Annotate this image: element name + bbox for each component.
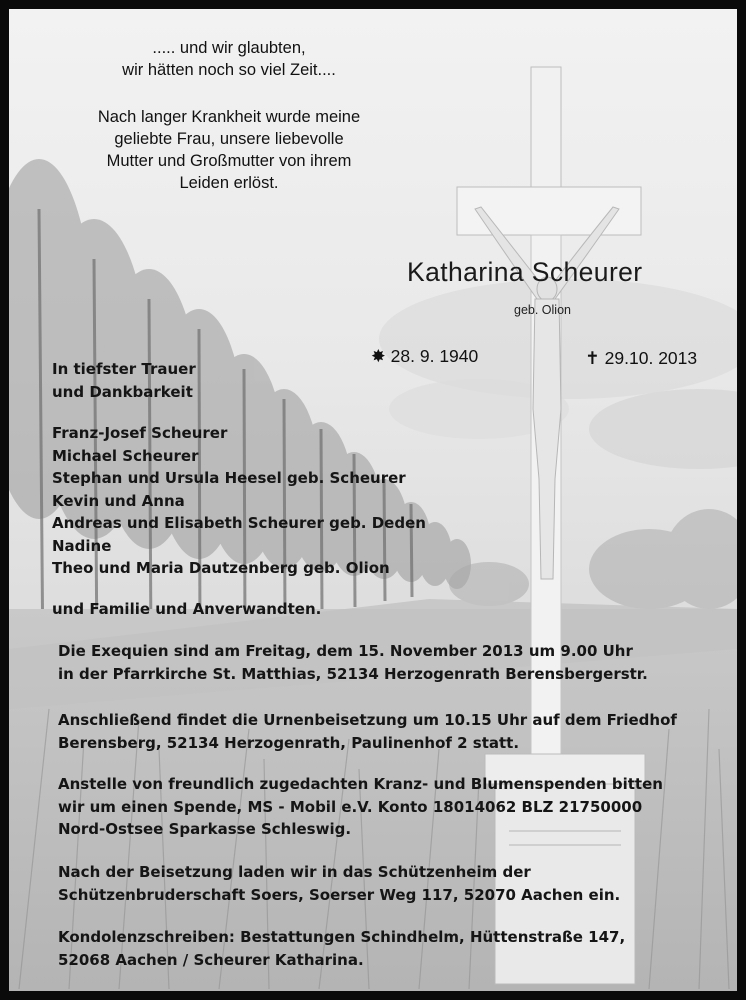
detail-line: wir um einen Spende, MS - Mobil e.V. Konto 18014062 BLZ 21750000 — [58, 797, 643, 816]
detail-line: Nord-Ostsee Sparkasse Schleswig. — [58, 820, 352, 838]
intro-line: geliebte Frau, unsere liebevolle — [114, 130, 344, 148]
detail-line: in der Pfarrkirche St. Matthias, 52134 Herzogenrath Berensbergerstr. — [58, 664, 648, 683]
star-icon: ✸ — [371, 346, 386, 366]
detail-line: 52068 Aachen / Scheurer Katharina. — [58, 950, 364, 969]
intro-line: Mutter und Großmutter von ihrem — [106, 152, 352, 170]
mourning-intro — [52, 358, 196, 403]
mourner-name: Franz-Josef Scheurer — [52, 424, 228, 442]
deceased-name: Katharina Scheurer — [407, 257, 643, 287]
intro-line: Nach langer Krankheit wurde meine — [97, 108, 361, 126]
mourning-line: und Dankbarkeit — [52, 382, 193, 401]
maiden-name: geb. Olion — [514, 303, 571, 317]
mourner-name: Andreas und Elisabeth Scheurer geb. Deden — [52, 514, 426, 532]
funeral-mass-info — [58, 640, 648, 685]
birth-date: 28. 9. 1940 — [390, 346, 479, 366]
detail-line: Kondolenzschreiben: Bestattungen Schindhelm, Hüttenstraße 147, — [58, 928, 626, 946]
reception-info — [58, 861, 620, 906]
detail-line: Nach der Beisetzung laden wir in das Schützenheim der — [58, 863, 531, 881]
mourner-name: Stephan und Ursula Heesel geb. Scheurer — [52, 469, 406, 487]
death-date: 29.10. 2013 — [604, 348, 698, 368]
mourning-line: In tiefster Trauer — [52, 360, 196, 378]
condolence-address — [58, 926, 625, 971]
detail-line: Anstelle von freundlich zugedachten Kranz- und Blumenspenden bitten — [58, 775, 663, 793]
detail-line: Die Exequien sind am Freitag, dem 15. November 2013 um 9.00 Uhr — [58, 642, 633, 660]
death-date-line — [585, 348, 697, 369]
cross-icon: ✝ — [585, 348, 600, 368]
mourner-name: Theo und Maria Dautzenberg geb. Olion — [52, 559, 390, 577]
intro-line: wir hätten noch so viel Zeit.... — [122, 61, 336, 79]
birth-date-line — [371, 346, 478, 367]
mourner-name: Nadine — [52, 536, 112, 555]
intro-verse — [49, 37, 409, 194]
urn-burial-info — [58, 709, 677, 754]
intro-line: ..... und wir glaubten, — [152, 39, 306, 57]
detail-line: Schützenbruderschaft Soers, Soerser Weg 117, 52070 Aachen ein. — [58, 885, 621, 904]
donation-info — [58, 773, 663, 841]
mourner-list — [52, 422, 426, 580]
mourner-name: Michael Scheurer — [52, 446, 199, 465]
detail-line: Anschließend findet die Urnenbeisetzung um 10.15 Uhr auf dem Friedhof — [58, 711, 677, 729]
family-line: und Familie und Anverwandten. — [52, 600, 322, 618]
intro-line: Leiden erlöst. — [179, 174, 279, 192]
detail-line: Berensberg, 52134 Herzogenrath, Paulinenhof 2 statt. — [58, 733, 520, 752]
mourner-name: Kevin und Anna — [52, 491, 185, 510]
